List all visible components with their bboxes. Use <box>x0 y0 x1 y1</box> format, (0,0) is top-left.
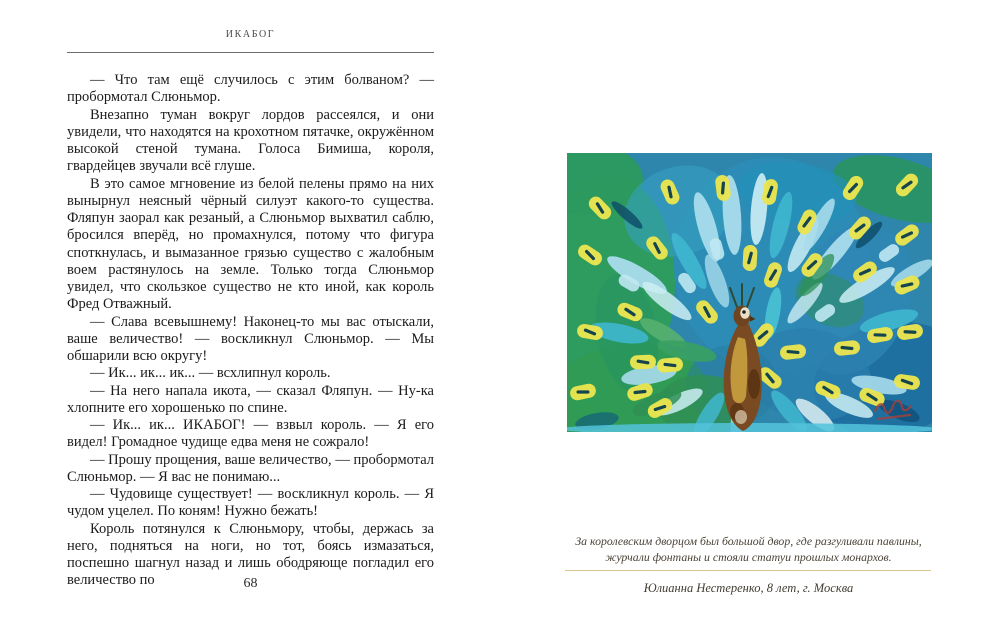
caption-line: За королевским дворцом был большой двор, где разгуливали павлины, <box>575 534 922 548</box>
paragraph: — Прошу прощения, ваше величество, — пробормотал Слюньмор. — Я вас не понимаю... <box>67 451 434 485</box>
header-rule <box>67 52 434 53</box>
artist-attribution: Юлианна Нестеренко, 8 лет, г. Москва <box>643 581 854 595</box>
running-header-title: ИКАБОГ <box>225 29 276 40</box>
peacock-body-shade <box>748 369 760 399</box>
paragraph: Внезапно туман вокруг лордов рассеялся, и они увидели, что находятся на крохотном пятачке, окружённом высокой стеной тумана. Голоса Бимиша, короля, гвардейцев звучали всё глуше. <box>67 106 434 175</box>
paragraph: — Ик... ик... ИКАБОГ! — взвыл король. — Я его видел! Громадное чудище едва меня не сожрало! <box>67 417 434 451</box>
peacock-painting <box>567 153 932 432</box>
paragraph: — Что там ещё случилось с этим болваном? — пробормотал Слюньмор. <box>67 72 434 106</box>
left-page-text <box>67 72 434 590</box>
paragraph: — Чудовище существует! — воскликнул король. — Я чудом уцелел. По коням! Нужно бежать! <box>67 486 434 520</box>
painting-caption <box>563 534 934 565</box>
peacock-body-highlight <box>735 410 747 424</box>
paragraph: Король потянулся к Слюньмору, чтобы, держась за него, подняться на ноги, но тот, боясь измазаться, поспешно шагнул назад и лишь ободряюще погладил его величество по <box>67 520 434 589</box>
peacock-eye <box>742 310 746 314</box>
paragraph: — Ик... ик... ик... — всхлипнул король. <box>90 365 331 382</box>
caption-line: журчали фонтаны и стояли статуи прошлых монархов. <box>605 549 892 564</box>
paragraph: — На него напала икота, — сказал Фляпун. — Ну-ка хлопните его хорошенько по спине. <box>67 382 434 416</box>
paragraph: В это самое мгновение из белой пелены прямо на них вынырнул неясный чёрный силуэт какого-то существа. Фляпун заорал как резаный, а Слюньмор выхватил саблю, бросился вперёд, но промахнулся, потому что фигура споткнулась, и вымазанное грязью существо с жалобным воем растянулось на земле. Только тогда Слюньмор увидел, что скользкое существо не кто иной, как король Фред Отважный. <box>67 175 434 313</box>
page-number: 68 <box>243 576 258 591</box>
caption-rule <box>565 570 931 571</box>
paragraph: — Слава всевышнему! Наконец-то мы вас отыскали, ваше величество! — воскликнул Слюньмор. — Мы обшарили всю округу! <box>67 313 434 364</box>
